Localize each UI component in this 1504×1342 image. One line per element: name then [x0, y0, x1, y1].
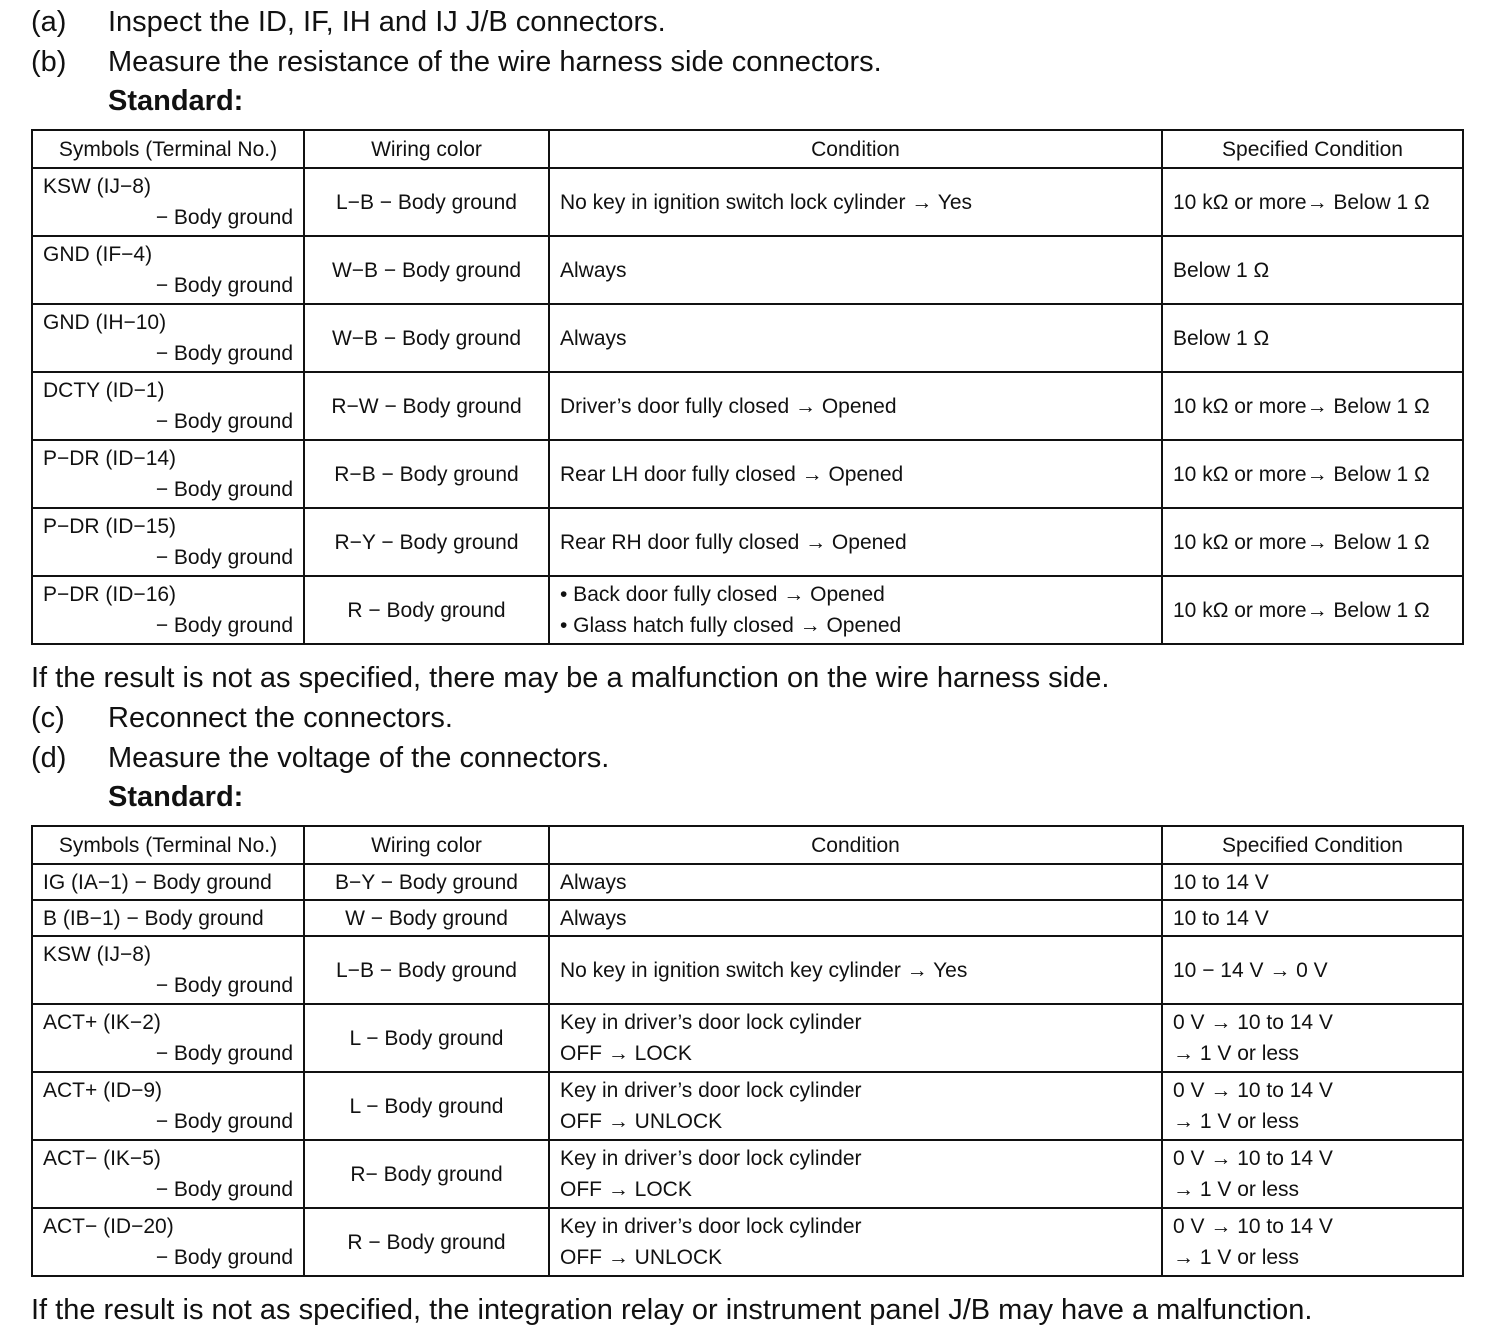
condition-cell [549, 576, 1162, 644]
resistance-table [31, 129, 1464, 645]
table-row [32, 936, 1463, 1004]
table-row [32, 440, 1463, 508]
step-label: (c) [31, 702, 65, 734]
step-c [31, 701, 453, 735]
spec-text: Below 1 Ω [1173, 258, 1270, 282]
wire-cell: R − Body ground [304, 1208, 549, 1276]
header-condition: Condition [549, 130, 1162, 168]
ground-text: − Body ground [155, 342, 293, 365]
symbol-text: KSW (IJ−8) [43, 175, 151, 198]
spec-cell [1162, 372, 1463, 440]
spec-cell [1162, 936, 1463, 1004]
wire-cell: R−B − Body ground [304, 440, 549, 508]
ground-text: − Body ground [155, 1110, 293, 1133]
symbol-cell [32, 372, 304, 440]
spec-text: Below 1 Ω [1173, 326, 1270, 350]
header-wiring-color: Wiring color [304, 826, 549, 864]
wire-cell: W − Body ground [304, 900, 549, 936]
spec-cell [1162, 1072, 1463, 1140]
condition-text: Driver’s door fully closed → Opened [560, 394, 897, 418]
symbol-text: GND (IH−10) [43, 311, 167, 334]
condition-text: Rear LH door fully closed → Opened [560, 462, 904, 486]
spec-cell [1162, 1140, 1463, 1208]
symbol-cell [32, 864, 304, 900]
spec-text: 10 to 14 V [1173, 870, 1269, 894]
table-row [32, 372, 1463, 440]
spec-text: → 1 V or less [1173, 1110, 1300, 1133]
ground-text: − Body ground [155, 1178, 293, 1201]
table-row [32, 1140, 1463, 1208]
condition-cell [549, 864, 1162, 900]
step-label: (d) [31, 742, 67, 774]
condition-cell [549, 168, 1162, 236]
spec-text: 0 V → 10 to 14 V [1173, 1079, 1333, 1102]
wire-cell: W−B − Body ground [304, 304, 549, 372]
condition-cell [549, 900, 1162, 936]
condition-cell [549, 1072, 1162, 1140]
header-specified-condition: Specified Condition [1162, 826, 1463, 864]
condition-text: OFF → UNLOCK [560, 1110, 723, 1133]
wire-cell: L − Body ground [304, 1004, 549, 1072]
symbol-text: ACT− (IK−5) [43, 1147, 161, 1170]
table-header-row [32, 130, 1463, 168]
standard-label: Standard: [108, 781, 244, 813]
table-row [32, 304, 1463, 372]
symbol-text: IG (IA−1) − Body ground [43, 870, 272, 894]
step-d [31, 741, 609, 775]
symbol-text: ACT− (ID−20) [43, 1215, 174, 1238]
symbol-cell [32, 1072, 304, 1140]
wire-cell: R − Body ground [304, 576, 549, 644]
symbol-cell [32, 1140, 304, 1208]
spec-text: → 1 V or less [1173, 1246, 1300, 1269]
condition-text: Always [560, 326, 627, 350]
spec-cell [1162, 900, 1463, 936]
condition-cell [549, 1004, 1162, 1072]
symbol-text: GND (IF−4) [43, 243, 153, 266]
ground-text: − Body ground [155, 614, 293, 637]
spec-text: 0 V → 10 to 14 V [1173, 1215, 1333, 1238]
spec-text: 10 kΩ or more→ Below 1 Ω [1173, 394, 1430, 418]
spec-cell [1162, 304, 1463, 372]
symbol-cell [32, 304, 304, 372]
wire-cell: R− Body ground [304, 1140, 549, 1208]
voltage-table [31, 825, 1464, 1277]
spec-text: → 1 V or less [1173, 1042, 1300, 1065]
table-row [32, 864, 1463, 900]
spec-text: 10 kΩ or more→ Below 1 Ω [1173, 462, 1430, 486]
ground-text: − Body ground [155, 206, 293, 229]
standard-label: Standard: [108, 85, 244, 117]
wire-cell: L−B − Body ground [304, 936, 549, 1004]
ground-text: − Body ground [155, 478, 293, 501]
condition-text: Key in driver’s door lock cylinder [560, 1079, 862, 1102]
header-wiring-color: Wiring color [304, 130, 549, 168]
ground-text: − Body ground [155, 1042, 293, 1065]
step-text: Inspect the ID, IF, IH and IJ J/B connectors. [108, 6, 666, 38]
symbol-text: P−DR (ID−14) [43, 447, 177, 470]
condition-text: No key in ignition switch key cylinder → Yes [560, 958, 968, 982]
spec-cell [1162, 1208, 1463, 1276]
spec-text: 10 kΩ or more→ Below 1 Ω [1173, 530, 1430, 554]
step-text: Measure the voltage of the connectors. [108, 742, 610, 774]
spec-cell [1162, 508, 1463, 576]
condition-cell [549, 372, 1162, 440]
ground-text: − Body ground [155, 410, 293, 433]
spec-cell [1162, 864, 1463, 900]
symbol-cell [32, 236, 304, 304]
condition-cell [549, 236, 1162, 304]
symbol-text: DCTY (ID−1) [43, 379, 165, 402]
symbol-cell [32, 900, 304, 936]
wire-cell: B−Y − Body ground [304, 864, 549, 900]
ground-text: − Body ground [155, 974, 293, 997]
table-row [32, 236, 1463, 304]
header-symbols: Symbols (Terminal No.) [32, 130, 304, 168]
step-text: Reconnect the connectors. [108, 702, 453, 734]
symbol-text: ACT+ (ID−9) [43, 1079, 163, 1102]
header-symbols: Symbols (Terminal No.) [32, 826, 304, 864]
spec-text: 10 kΩ or more→ Below 1 Ω [1173, 598, 1430, 622]
symbol-cell [32, 440, 304, 508]
ground-text: − Body ground [155, 274, 293, 297]
symbol-text: P−DR (ID−15) [43, 515, 177, 538]
step-label: (a) [31, 6, 67, 38]
table-row [32, 1004, 1463, 1072]
symbol-cell [32, 168, 304, 236]
spec-text: → 1 V or less [1173, 1178, 1300, 1201]
wire-cell: L−B − Body ground [304, 168, 549, 236]
condition-text: No key in ignition switch lock cylinder → Yes [560, 190, 973, 214]
spec-text: 10 kΩ or more→ Below 1 Ω [1173, 190, 1430, 214]
symbol-cell [32, 508, 304, 576]
condition-text: OFF → LOCK [560, 1178, 692, 1201]
spec-cell [1162, 576, 1463, 644]
header-specified-condition: Specified Condition [1162, 130, 1463, 168]
step-text: Measure the resistance of the wire harness side connectors. [108, 46, 882, 78]
spec-cell [1162, 236, 1463, 304]
condition-text: Key in driver’s door lock cylinder [560, 1215, 862, 1238]
symbol-cell [32, 936, 304, 1004]
step-a [31, 5, 666, 39]
condition-text: Rear RH door fully closed → Opened [560, 530, 907, 554]
table-row [32, 576, 1463, 644]
wire-cell: L − Body ground [304, 1072, 549, 1140]
spec-cell [1162, 440, 1463, 508]
wire-cell: R−Y − Body ground [304, 508, 549, 576]
condition-text: OFF → LOCK [560, 1042, 692, 1065]
condition-text: Key in driver’s door lock cylinder [560, 1147, 862, 1170]
condition-text: Always [560, 258, 627, 282]
spec-text: 0 V → 10 to 14 V [1173, 1011, 1333, 1034]
symbol-text: ACT+ (IK−2) [43, 1011, 161, 1034]
condition-text: Always [560, 906, 627, 930]
wire-cell: W−B − Body ground [304, 236, 549, 304]
symbol-cell [32, 576, 304, 644]
table-row [32, 1208, 1463, 1276]
condition-cell [549, 936, 1162, 1004]
symbol-cell [32, 1004, 304, 1072]
symbol-cell [32, 1208, 304, 1276]
spec-text: 0 V → 10 to 14 V [1173, 1147, 1333, 1170]
harness-note: If the result is not as specified, there may be a malfunction on the wire harness side. [31, 662, 1110, 694]
condition-cell [549, 1208, 1162, 1276]
symbol-text: KSW (IJ−8) [43, 943, 151, 966]
condition-text: Always [560, 870, 627, 894]
condition-cell [549, 440, 1162, 508]
table-header-row [32, 826, 1463, 864]
spec-text: 10 − 14 V → 0 V [1173, 958, 1328, 982]
header-condition: Condition [549, 826, 1162, 864]
condition-text: OFF → UNLOCK [560, 1246, 723, 1269]
symbol-text: B (IB−1) − Body ground [43, 906, 264, 930]
condition-cell [549, 304, 1162, 372]
table-row [32, 900, 1463, 936]
step-label: (b) [31, 46, 67, 78]
condition-text: • Glass hatch fully closed → Opened [560, 614, 902, 637]
table-row [32, 168, 1463, 236]
spec-cell [1162, 168, 1463, 236]
step-b [31, 45, 882, 79]
ground-text: − Body ground [155, 546, 293, 569]
final-note: If the result is not as specified, the integration relay or instrument panel J/B may have a malfunction. [31, 1294, 1313, 1326]
condition-cell [549, 508, 1162, 576]
symbol-text: P−DR (ID−16) [43, 583, 177, 606]
table-row [32, 508, 1463, 576]
spec-text: 10 to 14 V [1173, 906, 1269, 930]
wire-cell: R−W − Body ground [304, 372, 549, 440]
condition-cell [549, 1140, 1162, 1208]
condition-text: • Back door fully closed → Opened [560, 583, 885, 606]
ground-text: − Body ground [155, 1246, 293, 1269]
table-row [32, 1072, 1463, 1140]
spec-cell [1162, 1004, 1463, 1072]
condition-text: Key in driver’s door lock cylinder [560, 1011, 862, 1034]
